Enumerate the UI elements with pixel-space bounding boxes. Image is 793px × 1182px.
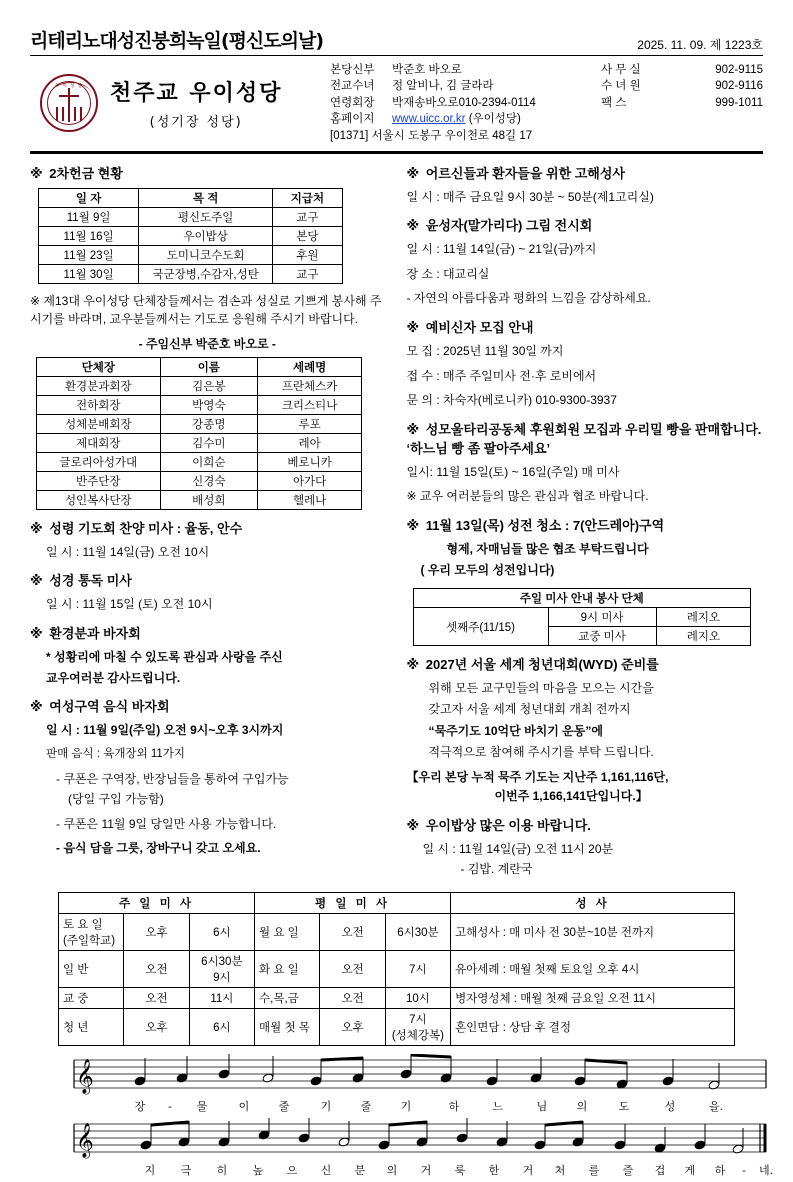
block-title: [30, 570, 385, 589]
cleaning-line: ( 우리 모두의 성전입니다): [420, 562, 555, 577]
block-title-text: 윤성자(말가리다) 그림 전시회: [425, 218, 593, 234]
block-line: 문 의 : 차숙자(베로니카) 010-9300-3937: [406, 393, 617, 408]
svg-text:느: 느: [492, 1099, 504, 1113]
svg-text:거: 거: [420, 1163, 432, 1177]
announcement-block: [407, 163, 764, 207]
contact-label: 전교수녀: [330, 80, 375, 93]
sunday-row-label: [59, 913, 124, 950]
contact-column: [330, 62, 763, 145]
contact-label: 연령회장: [330, 96, 375, 109]
block-title-text: 예비신자 모집 안내: [425, 320, 534, 336]
block-title: [30, 623, 385, 642]
svg-text:-: -: [168, 1099, 172, 1113]
cell-purpose: 국군장병,수감자,성탄: [139, 264, 273, 283]
svg-text:분: 분: [354, 1163, 366, 1177]
svg-text:이: 이: [238, 1099, 250, 1113]
service-table-wrap: [413, 588, 752, 646]
block-title: [30, 696, 385, 715]
section-mark-icon: ※: [30, 626, 43, 642]
rice-block: [407, 815, 764, 879]
cell-week: 셋째주(11/15): [413, 608, 548, 646]
svg-text:기: 기: [400, 1099, 412, 1113]
svg-text:하: 하: [448, 1099, 460, 1113]
table-header-row: [59, 892, 735, 913]
section-mark-icon: ※: [30, 165, 43, 181]
cell-date: 11월 23일: [39, 245, 139, 264]
svg-text:𝄞: 𝄞: [76, 1058, 94, 1094]
weekday-row-label: 매월 첫 목: [255, 1008, 320, 1045]
svg-text:기: 기: [320, 1099, 332, 1113]
sunday-header: 주 일 미 사: [59, 892, 255, 913]
col-group: 단체장: [37, 357, 161, 376]
masthead: [30, 26, 763, 56]
svg-text:장: 장: [134, 1099, 146, 1113]
svg-text:거: 거: [522, 1163, 534, 1177]
contact-row-homepage: [330, 111, 763, 127]
cell-name: 강종명: [160, 414, 258, 433]
contact-right-value: 902-9116: [715, 80, 763, 93]
block-title: [407, 163, 764, 182]
service-table-title: 주일 미사 안내 봉사 단체: [413, 589, 751, 608]
sacrament-row: 혼인면담 : 상담 후 결정: [451, 1008, 735, 1045]
table-row: [39, 226, 343, 245]
sunday-time: 11시: [189, 987, 254, 1008]
contact-row: [330, 62, 763, 78]
cell-group: 레지오: [656, 627, 751, 646]
block-line: 판매 음식 : 육개장외 11가지: [46, 747, 186, 760]
cell-payee: 교구: [272, 264, 342, 283]
svg-text:룩: 룩: [454, 1163, 466, 1177]
section-mark-icon: ※: [406, 817, 420, 833]
svg-text:으: 으: [286, 1163, 298, 1177]
svg-text:네.: 네.: [758, 1163, 774, 1177]
cell-name: 김은봉: [160, 376, 258, 395]
svg-text:겁: 겁: [654, 1163, 666, 1177]
section-mark-icon: ※: [406, 421, 420, 437]
block-title-text: 여성구역 음식 바자회: [49, 699, 170, 715]
cell-group: 전하회장: [37, 395, 161, 414]
svg-text:처: 처: [554, 1163, 566, 1177]
table-row: [39, 245, 343, 264]
table-header-row: [39, 188, 343, 207]
block-title: [407, 215, 764, 234]
block-line: (당일 구입 가능함): [68, 792, 164, 807]
weekday-header: 평 일 미 사: [255, 892, 451, 913]
col-baptismal-name: 세례명: [258, 357, 362, 376]
announcement-block: [407, 317, 764, 410]
contact-label: 홈페이지: [330, 112, 375, 125]
table-row: [37, 452, 362, 471]
block-line: 일 시 : 11월 14일(금) ~ 21일(금)까지: [406, 242, 597, 257]
homepage-link[interactable]: www.uicc.or.kr: [392, 112, 466, 125]
contact-value: 박준호 바오로: [392, 64, 462, 76]
weekday-time-b: (성체강복): [391, 1029, 444, 1042]
svg-text:게: 게: [684, 1163, 696, 1177]
announcement-block: [407, 215, 764, 308]
crest-text: 우 이 성 당: [54, 83, 84, 89]
weekday-time: 7시: [385, 950, 450, 987]
table-row: [59, 913, 735, 950]
wyd-line: “묵주기도 10억단 바치기 운동”에: [428, 724, 603, 739]
svg-text:의: 의: [386, 1163, 398, 1177]
rice-title: [407, 815, 764, 834]
cell-baptismal: 아가다: [258, 471, 362, 490]
block-line: - 쿠폰은 11월 9일 당일만 사용 가능합니다.: [56, 816, 277, 831]
sacrament-row: 유아세례 : 매월 첫째 토요일 오후 4시: [451, 950, 735, 987]
contact-label: 본당신부: [330, 64, 375, 76]
cell-date: 11월 16일: [39, 226, 139, 245]
table-row: [37, 414, 362, 433]
cell-baptismal: 레아: [258, 433, 362, 452]
music-notation: [30, 1054, 774, 1182]
block-line: 일 시 : 11월 15일 (토) 오전 10시: [46, 597, 213, 612]
sunday-ampm: 오전: [124, 987, 189, 1008]
svg-text:도: 도: [618, 1099, 630, 1113]
rice-line: 일 시 : 11월 14일(금) 오전 11시 20분: [422, 841, 614, 856]
contact-right-value: 999-1011: [715, 96, 763, 109]
cell-baptismal: 크리스티나: [258, 395, 362, 414]
block-line: - 자연의 아름다움과 평화의 느낌을 감상하세요.: [406, 291, 651, 306]
parish-crest-icon: [40, 74, 98, 132]
contact-right-label: [601, 111, 679, 127]
table-header-row: [413, 589, 751, 608]
block-title-text: 성모울타리공동체 후원회원 모집과 우리밀 빵을 판매합니다. ‘하느님 빵 좀 팔아주세요’: [406, 421, 762, 456]
offering-section-title: [30, 163, 385, 182]
block-title: [407, 419, 764, 457]
table-row: [59, 987, 735, 1008]
staff-line-2: [54, 1118, 774, 1182]
sacrament-row: 고해성사 : 매 미사 전 30분~10분 전까지: [451, 913, 735, 950]
svg-text:-: -: [742, 1163, 746, 1177]
church-subname: (성기장 성당): [149, 115, 243, 131]
block-line: 일 시 : 11월 9일(주일) 오전 9시~오후 3시까지: [46, 723, 284, 738]
block-line: 일시: 11월 15일(토) ~ 16일(주일) 매 미사: [406, 464, 620, 479]
block-title: [407, 317, 764, 336]
table-row: [39, 264, 343, 283]
block-line: * 성황리에 마칠 수 있도록 관심과 사랑을 주신: [46, 650, 283, 665]
sunday-ampm: 오후: [124, 913, 189, 950]
wyd-line: 적극적으로 참여해 주시기를 부탁 드립니다.: [428, 744, 654, 759]
cell-group: 레지오: [656, 608, 751, 627]
cell-group: 제대회장: [37, 433, 161, 452]
cell-purpose: 도미니코수도회: [139, 245, 273, 264]
section-mark-icon: ※: [30, 699, 43, 715]
cleaning-line: 형제, 자매님들 많은 협조 부탁드립니다: [446, 541, 649, 556]
section-mark-icon: ※: [406, 320, 420, 336]
left-column: [30, 163, 397, 888]
weekday-ampm: 오전: [320, 987, 385, 1008]
sunday-time: 6시: [189, 913, 254, 950]
weekday-row-label: 수,목,금: [255, 987, 320, 1008]
leaders-table: [36, 357, 362, 510]
cell-group: 성인복사단장: [37, 490, 161, 509]
logo-column: [30, 62, 330, 145]
contact-value: 정 알비나, 김 글라라: [392, 80, 494, 93]
cell-baptismal: 프란체스카: [258, 376, 362, 395]
cell-payee: 본당: [272, 226, 342, 245]
contact-value: [392, 111, 601, 127]
cell-purpose: 우이밥상: [139, 226, 273, 245]
section-mark-icon: ※: [406, 517, 420, 533]
table-row: [37, 471, 362, 490]
block-title: [30, 518, 385, 537]
wyd-title: [407, 654, 764, 673]
block-line: 일 시 : 매주 금요일 9시 30분 ~ 50분(제1고리실): [406, 189, 654, 204]
section-mark-icon: ※: [406, 657, 420, 673]
block-line: ※ 교우 여러분들의 많은 관심과 협조 바랍니다.: [406, 489, 649, 504]
contact-value: 박재송바오로010-2394-0114: [392, 96, 536, 109]
cell-group: 성체분배회장: [37, 414, 161, 433]
cell-name: 이희순: [160, 452, 258, 471]
cell-baptismal: 루포: [258, 414, 362, 433]
sunday-row-label: 청 년: [59, 1008, 124, 1045]
svg-text:를: 를: [588, 1163, 600, 1177]
weekday-time: 10시: [385, 987, 450, 1008]
block-line: 모 집 : 2025년 11월 30일 까지: [406, 344, 564, 359]
cleaning-title-text: 11월 13일(목) 성전 청소 : 7(안드레아)구역: [425, 517, 665, 533]
sunday-time-b: 9시: [213, 971, 231, 984]
weekday-ampm: 오후: [320, 1008, 385, 1045]
table-row: [37, 376, 362, 395]
cell-mass: 교중 미사: [548, 627, 656, 646]
svg-text:지: 지: [144, 1163, 156, 1177]
header-block: [30, 62, 763, 154]
wyd-line: 위해 모든 교구민들의 마음을 모으는 시간을: [428, 681, 654, 696]
col-date: 일 자: [39, 188, 139, 207]
cell-name: 김수미: [160, 433, 258, 452]
leaders-table-wrap: [36, 357, 362, 510]
staff-line-1: [54, 1054, 739, 1118]
contact-row: [330, 78, 763, 94]
svg-text:신: 신: [320, 1163, 332, 1177]
table-row: [59, 1008, 735, 1045]
sunday-ampm: 오전: [124, 950, 189, 987]
contact-row: [330, 95, 763, 111]
block-line: - 쿠폰은 구역장, 반장님들을 통하여 구입가능: [56, 771, 289, 786]
cell-date: 11월 30일: [39, 264, 139, 283]
weekday-time: [385, 1008, 450, 1045]
wyd-line: 갖고자 서울 세계 청년대회 개최 전까지: [428, 701, 631, 716]
weekday-ampm: 오전: [320, 950, 385, 987]
service-table: [413, 588, 752, 646]
weekday-row-label: 화 요 일: [255, 950, 320, 987]
sacrament-row: 병자영성체 : 매월 첫째 금요일 오전 11시: [451, 987, 735, 1008]
cell-name: 신경숙: [160, 471, 258, 490]
cell-baptismal: 헬레나: [258, 490, 362, 509]
block-title-text: 환경분과 바자회: [49, 626, 141, 642]
section-mark-icon: ※: [406, 218, 420, 234]
mass-schedule-table: [58, 892, 735, 1046]
contact-right-label: 수 녀 원: [601, 80, 641, 93]
svg-text:극: 극: [180, 1163, 192, 1177]
contact-right-label: 사 무 실: [601, 64, 641, 76]
block-line: - 음식 담을 그릇, 장바구니 갖고 오세요.: [56, 841, 261, 856]
svg-text:물: 물: [196, 1099, 208, 1113]
pastor-signature: - 주임신부 박준호 바오로 -: [138, 336, 276, 351]
parish-address: [01371] 서울시 도봉구 우이천로 48길 17: [330, 130, 533, 143]
masthead-title: 리테리노대성진붕희녹일(평신도의날): [30, 30, 324, 52]
announcement-block: [30, 623, 385, 687]
sunday-ampm: 오후: [124, 1008, 189, 1045]
announcement-block: [30, 570, 385, 614]
homepage-suffix: (우이성당): [468, 112, 521, 125]
offering-title-text: 2차헌금 현황: [49, 165, 123, 181]
sacrament-header: 성 사: [451, 892, 735, 913]
cell-group: 글로리아성가대: [37, 452, 161, 471]
block-line: 접 수 : 매주 주일미사 전·후 로비에서: [406, 368, 597, 383]
svg-text:줄: 줄: [278, 1099, 290, 1113]
rice-title-text: 우이밥상 많은 이용 바랍니다.: [425, 817, 591, 833]
right-column: [397, 163, 764, 888]
svg-text:히: 히: [216, 1163, 228, 1177]
announcement-block: [30, 518, 385, 562]
wyd-title-text: 2027년 서울 세계 청년대회(WYD) 준비를: [425, 657, 659, 673]
sunday-label-main: 토 요 일: [63, 918, 103, 931]
svg-text:의: 의: [576, 1099, 588, 1113]
weekday-time-a: 7시: [409, 1013, 427, 1026]
contact-right-value: 902-9115: [715, 64, 763, 76]
block-line: 교우여러분 감사드립니다.: [46, 670, 181, 685]
block-title-text: 성경 통독 미사: [49, 573, 132, 589]
crest-bars: [56, 107, 82, 121]
body-columns: [30, 163, 763, 888]
masthead-issue: 2025. 11. 09. 제 1223호: [637, 38, 763, 52]
table-row: [37, 433, 362, 452]
section-mark-icon: ※: [30, 573, 43, 589]
cell-payee: 후원: [272, 245, 342, 264]
church-name: 천주교 우이성당: [110, 81, 283, 107]
weekday-ampm: 오전: [320, 913, 385, 950]
svg-text:𝄞: 𝄞: [76, 1122, 94, 1158]
col-payee: 지급처: [272, 188, 342, 207]
sunday-time-a: 6시30분: [201, 955, 243, 968]
svg-text:높: 높: [252, 1163, 264, 1177]
cell-group: 환경분과회장: [37, 376, 161, 395]
cross-bar-icon: [59, 95, 79, 97]
svg-text:즐: 즐: [622, 1163, 634, 1177]
staff-svg-1: [54, 1054, 786, 1116]
pastor-notice: ※ 제13대 우이성당 단체장들께서는 겸손과 성실로 기쁘게 봉사해 주시기를 바라며, 교우분들께서는 기도로 응원해 주시기 바랍니다.: [30, 293, 382, 327]
contact-right-value: [679, 111, 763, 127]
cell-name: 박영숙: [160, 395, 258, 414]
sunday-row-label: 일 반: [59, 950, 124, 987]
wyd-total-line-2: 이번주 1,166,141단입니다.】: [494, 789, 648, 804]
table-row: [39, 207, 343, 226]
table-header-row: [37, 357, 362, 376]
svg-text:을.: 을.: [708, 1099, 724, 1113]
table-row: [37, 490, 362, 509]
weekday-time: 6시30분: [385, 913, 450, 950]
cell-payee: 교구: [272, 207, 342, 226]
block-title-text: 성령 기도회 찬양 미사 : 율동, 안수: [49, 520, 243, 536]
table-row: [413, 608, 751, 627]
block-line: 장 소 : 대교리실: [406, 266, 490, 281]
svg-text:줄: 줄: [360, 1099, 372, 1113]
cell-group: 반주단장: [37, 471, 161, 490]
offering-table-wrap: [38, 188, 343, 284]
sunday-row-label: 교 중: [59, 987, 124, 1008]
table-row: [37, 395, 362, 414]
svg-text:성: 성: [664, 1099, 676, 1113]
cell-purpose: 평신도주일: [139, 207, 273, 226]
cell-date: 11월 9일: [39, 207, 139, 226]
sunday-time: 6시: [189, 1008, 254, 1045]
church-name-group: [110, 76, 282, 130]
mass-schedule-table-wrap: [30, 892, 763, 1046]
svg-text:님: 님: [536, 1099, 548, 1113]
svg-text:한: 한: [488, 1163, 500, 1177]
staff-svg-2: [54, 1118, 786, 1180]
wyd-total-line-1: 【우리 본당 누적 묵주 기도는 지난주 1,161,116단,: [406, 769, 669, 784]
block-line: 일 시 : 11월 14일(금) 오전 10시: [46, 544, 210, 559]
cell-baptismal: 베로니카: [258, 452, 362, 471]
cell-name: 배성희: [160, 490, 258, 509]
offering-table: [38, 188, 343, 284]
announcement-block: [30, 696, 385, 858]
section-mark-icon: ※: [406, 165, 420, 181]
rice-line: - 김밥. 계란국: [460, 862, 533, 877]
block-title-text: 어르신들과 환자들을 위한 고해성사: [425, 165, 625, 181]
table-row: [59, 950, 735, 987]
weekday-row-label: 월 요 일: [255, 913, 320, 950]
col-name: 이름: [160, 357, 258, 376]
wyd-block: [407, 654, 764, 806]
cleaning-title: [407, 515, 764, 534]
announcement-block: [407, 419, 764, 506]
sunday-time: [189, 950, 254, 987]
cell-mass: 9시 미사: [548, 608, 656, 627]
cleaning-block: [407, 515, 764, 579]
svg-text:하: 하: [714, 1163, 726, 1177]
contact-right-label: 팩 스: [601, 96, 627, 109]
section-mark-icon: ※: [30, 520, 43, 536]
sunday-label-sub: (주일학교): [63, 934, 116, 947]
col-purpose: 목 적: [139, 188, 273, 207]
